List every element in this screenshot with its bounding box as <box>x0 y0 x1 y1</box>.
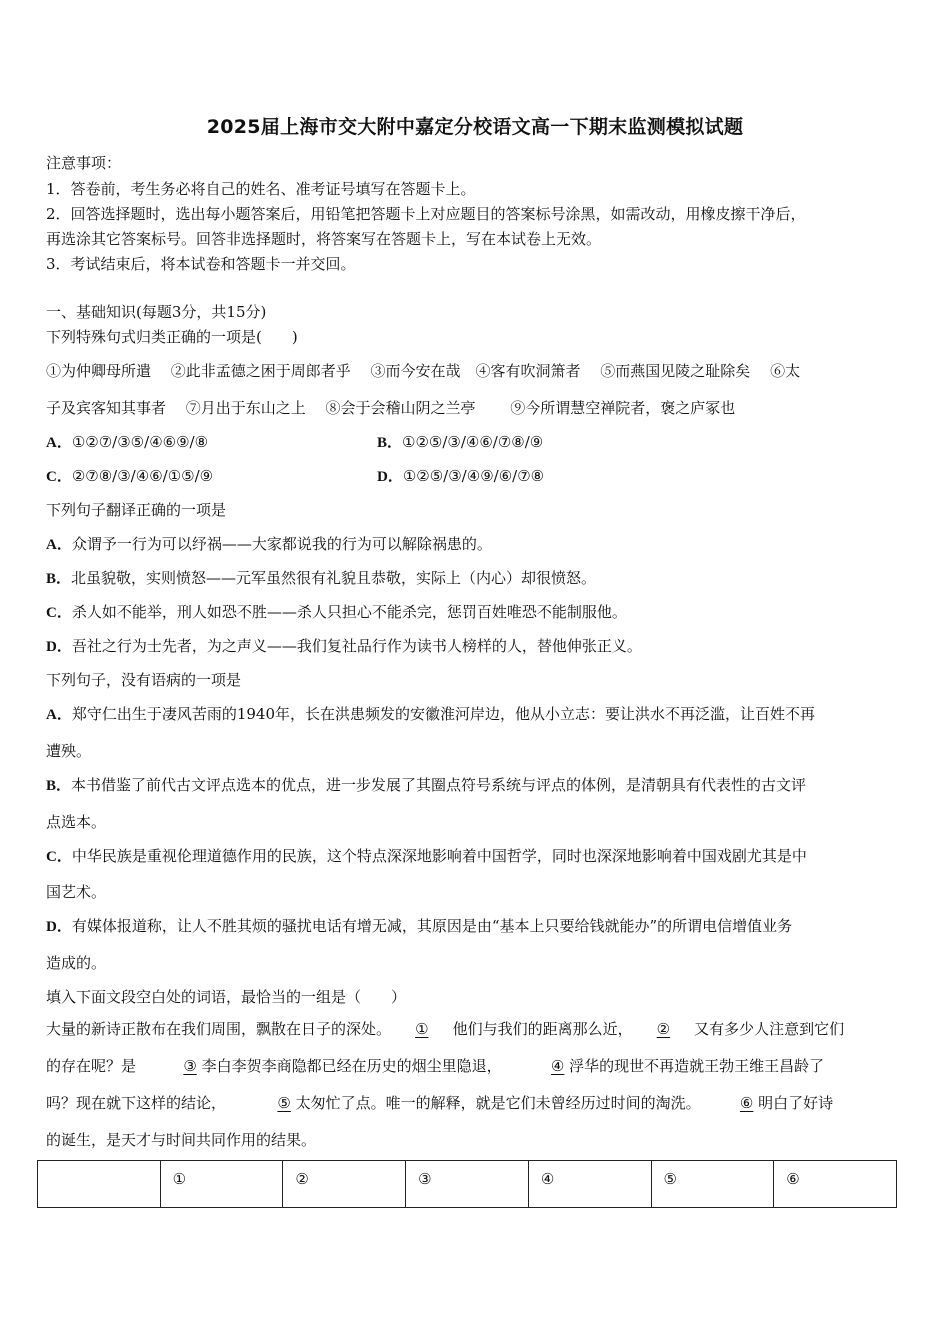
option-label: D． <box>46 639 72 655</box>
table-cell: ④ <box>528 1161 651 1208</box>
q1-sentences-line: ①为仲卿母所遣 ②此非孟德之困于周郎者乎 ③而今安在哉 ④客有吹洞箫者 ⑤而燕国见陵之耻除矣 ⑥太 <box>46 362 801 380</box>
blank-3: ③ <box>183 1057 197 1075</box>
notice-item: 1．答卷前，考生务必将自己的姓名、准考证号填写在答题卡上。 <box>46 180 476 198</box>
q4-passage-line: 的诞生，是天才与时间共同作用的结果。 <box>46 1131 317 1149</box>
answer-table <box>37 1160 897 1208</box>
q1-option-c[interactable] <box>46 465 213 486</box>
table-cell: ② <box>283 1161 406 1208</box>
option-text: ①②⑤/③/④⑨/⑥/⑦⑧ <box>402 467 545 485</box>
q3-stem: 下列句子，没有语病的一项是 <box>46 671 242 689</box>
q2-option-b[interactable] <box>46 567 596 588</box>
q3-option-b[interactable] <box>46 774 806 795</box>
passage-text: 他们与我们的距离那么近， <box>452 1020 633 1038</box>
option-text: 有媒体报道称，让人不胜其烦的骚扰电话有增无减，其原因是由“基本上只要给钱就能办”的所谓电信增值业务 <box>71 917 793 935</box>
q1-sentences-line: 子及宾客知其事者 ⑦月出于东山之上 ⑧会于会稽山阴之兰亭 ⑨今所谓慧空禅院者，褒之庐冢也 <box>46 399 736 417</box>
option-text: ①②⑤/③/④⑥/⑦⑧/⑨ <box>402 433 544 451</box>
option-label: B． <box>46 571 72 587</box>
table-cell: ⑥ <box>774 1161 897 1208</box>
q2-stem: 下列句子翻译正确的一项是 <box>46 501 227 519</box>
q1-stem: 下列特殊句式归类正确的一项是( ) <box>46 328 298 346</box>
option-text: 本书借鉴了前代古文评点选本的优点，进一步发展了其圈点符号系统与评点的体例，是清朝具有代表性的古文评 <box>71 776 807 794</box>
passage-text: 吗？现在就下这样的结论， <box>46 1094 227 1112</box>
option-text: 吾社之行为士先者，为之声义——我们复社品行作为读书人榜样的人，替他伸张正义。 <box>71 637 642 655</box>
table-cell <box>38 1161 161 1208</box>
passage-text: 大量的新诗正散布在我们周围，飘散在日子的深处。 <box>46 1020 392 1038</box>
q2-option-c[interactable] <box>46 601 627 622</box>
notice-heading: 注意事项： <box>46 154 122 172</box>
q3-option-a-cont: 遭殃。 <box>46 742 92 760</box>
page-title: 2025届上海市交大附中嘉定分校语文高一下期末监测模拟试题 <box>206 116 744 138</box>
q1-option-a[interactable] <box>46 431 208 452</box>
blank-2: ② <box>656 1020 671 1038</box>
section-heading: 一、基础知识(每题3分，共15分) <box>46 303 267 321</box>
option-label: C． <box>46 605 72 621</box>
notice-item: 3．考试结束后，将本试卷和答题卡一并交回。 <box>46 255 356 273</box>
q4-passage-line <box>46 1018 844 1039</box>
blank-5: ⑤ <box>277 1094 291 1112</box>
table-row <box>38 1161 897 1208</box>
option-text: ①②⑦/③⑤/④⑥⑨/⑧ <box>71 433 209 451</box>
q1-option-b[interactable] <box>377 431 543 452</box>
q3-option-a[interactable] <box>46 703 815 724</box>
option-label: C． <box>46 469 72 485</box>
option-label: B． <box>377 435 403 451</box>
option-label: B． <box>46 778 72 794</box>
passage-text: 的存在呢？是 <box>46 1057 137 1075</box>
blank-6: ⑥ <box>739 1094 754 1112</box>
blank-1: ① <box>415 1020 429 1038</box>
passage-text: 李白李贺李商隐都已经在历史的烟尘里隐退， <box>201 1057 502 1075</box>
option-label: D． <box>46 919 72 935</box>
q3-option-c[interactable] <box>46 845 807 866</box>
q3-option-d[interactable] <box>46 915 792 936</box>
table-cell: ⑤ <box>651 1161 774 1208</box>
passage-text: 明白了好诗 <box>758 1094 834 1112</box>
passage-text: 浮华的现世不再造就王勃王维王昌龄了 <box>569 1057 825 1075</box>
blank-4: ④ <box>550 1057 565 1075</box>
option-label: C． <box>46 849 72 865</box>
passage-text: 太匆忙了点。唯一的解释，就是它们未曾经历过时间的淘洗。 <box>295 1094 701 1112</box>
q2-option-d[interactable] <box>46 635 642 656</box>
notice-item: 2．回答选择题时，选出每小题答案后，用铅笔把答题卡上对应题目的答案标号涂黑，如需改动，用橡皮擦干净后， <box>46 205 806 223</box>
option-text: 北虽貌敬，实则愤怒——元军虽然很有礼貌且恭敬，实际上（内心）却很愤怒。 <box>71 569 597 587</box>
option-label: D． <box>377 469 403 485</box>
q2-option-a[interactable] <box>46 533 492 554</box>
table-cell: ① <box>160 1161 283 1208</box>
q3-option-d-cont: 造成的。 <box>46 954 107 972</box>
q4-stem: 填入下面文段空白处的词语，最恰当的一组是（ ） <box>46 988 407 1006</box>
passage-text: 又有多少人注意到它们 <box>694 1020 845 1038</box>
q1-option-d[interactable] <box>377 465 544 486</box>
option-text: ②⑦⑧/③/④⑥/①⑤/⑨ <box>71 467 214 485</box>
option-text: 中华民族是重视伦理道德作用的民族，这个特点深深地影响着中国哲学，同时也深深地影响着中国戏剧尤其是中 <box>71 847 807 865</box>
notice-item: 再选涂其它答案标号。回答非选择题时，将答案写在答题卡上，写在本试卷上无效。 <box>46 230 602 248</box>
option-text: 郑守仁出生于凄风苦雨的1940年，长在洪患频发的安徽淮河岸边，他从小立志：要让洪水不再泛滥，让百姓不再 <box>71 705 816 723</box>
option-label: A． <box>46 707 72 723</box>
q4-passage-line <box>46 1092 833 1113</box>
option-label: A． <box>46 537 72 553</box>
q4-passage-line <box>46 1055 824 1076</box>
q3-option-c-cont: 国艺术。 <box>46 883 107 901</box>
q3-option-b-cont: 点选本。 <box>46 813 107 831</box>
option-text: 众谓予一行为可以纾祸——大家都说我的行为可以解除祸患的。 <box>71 535 492 553</box>
option-text: 杀人如不能举，刑人如恐不胜——杀人只担心不能杀完，惩罚百姓唯恐不能制服他。 <box>71 603 627 621</box>
option-label: A． <box>46 435 72 451</box>
table-cell: ③ <box>406 1161 529 1208</box>
